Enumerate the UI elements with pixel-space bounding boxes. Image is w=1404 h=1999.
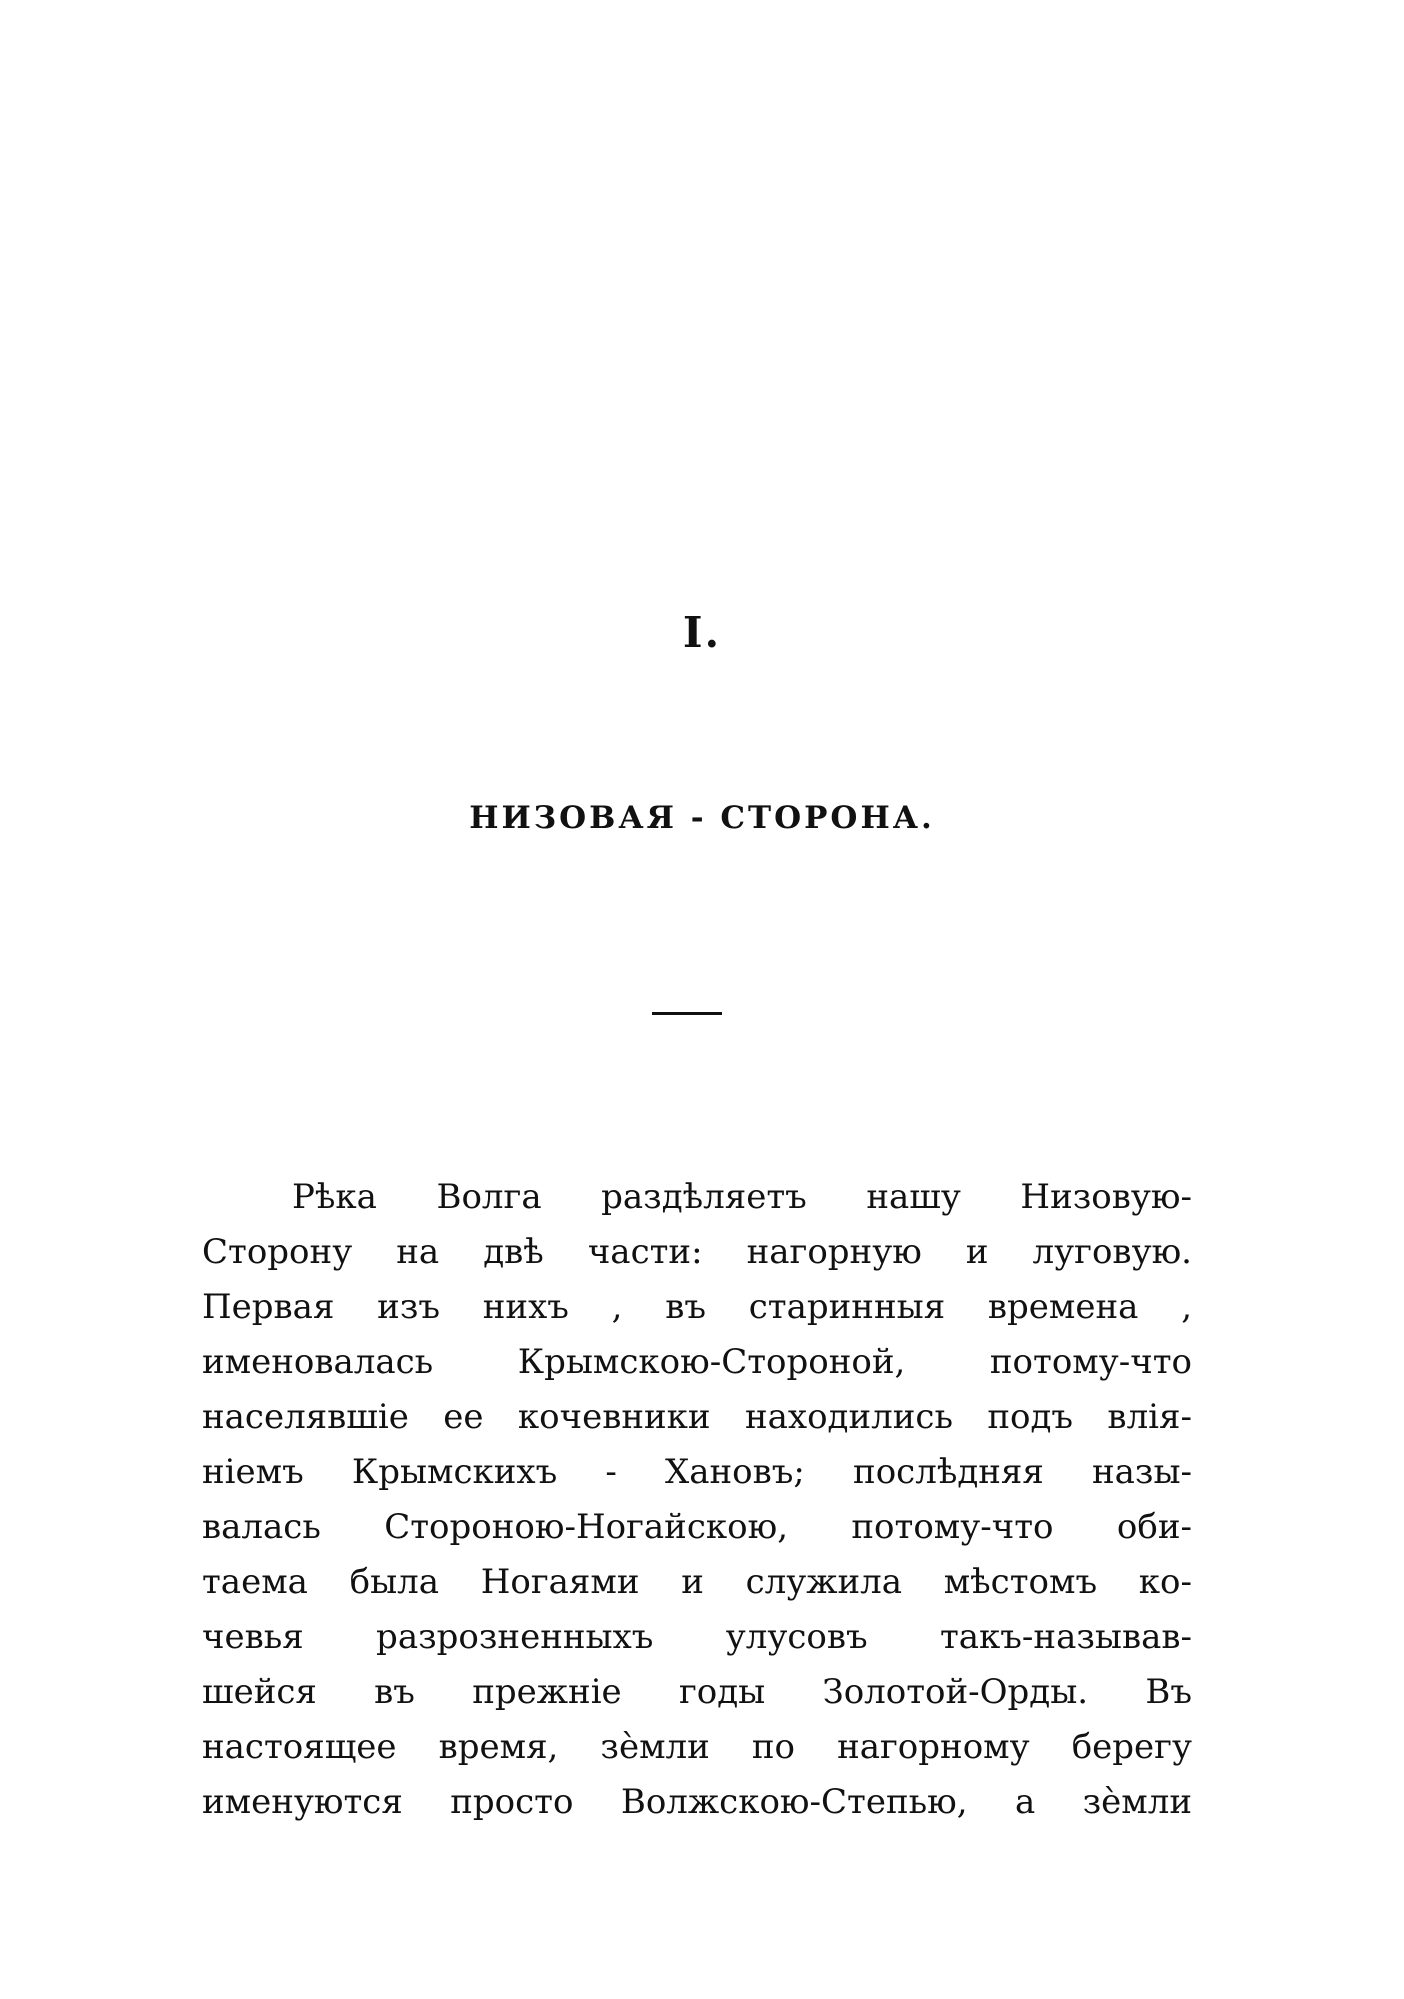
- text-line: настоящее время, зèмли по нагорному берегу: [202, 1727, 1192, 1767]
- text-line: именуются просто Волжскою-Степью, а зèмли: [202, 1782, 1192, 1822]
- text-line: именовалась Крымскою-Стороной, потому-что: [202, 1342, 1192, 1382]
- text-line: шейся въ прежніе годы Золотой-Орды. Въ: [202, 1672, 1192, 1712]
- body-text: [202, 1170, 1192, 1830]
- text-line: Сторону на двѣ части: нагорную и луговую.: [202, 1232, 1192, 1272]
- text-line: населявшіе ее кочевники находились подъ влія-: [202, 1397, 1192, 1437]
- text-line: Первая изъ нихъ , въ старинныя времена ,: [202, 1287, 1192, 1327]
- text-line: валась Стороною-Ногайскою, потому-что оби-: [202, 1507, 1192, 1547]
- chapter-number: I.: [682, 608, 722, 657]
- text-line: Рѣка Волга раздѣляетъ нашу Низовую-: [292, 1177, 1192, 1217]
- text-line: ніемъ Крымскихъ - Хановъ; послѣдняя назы-: [202, 1452, 1192, 1492]
- text-line: таема была Ногаями и служила мѣстомъ ко-: [202, 1562, 1192, 1602]
- chapter-title: НИЗОВАЯ - СТОРОНА.: [469, 800, 935, 836]
- section-divider: [652, 1012, 722, 1015]
- text-line: чевья разрозненныхъ улусовъ такъ-называв-: [202, 1617, 1192, 1657]
